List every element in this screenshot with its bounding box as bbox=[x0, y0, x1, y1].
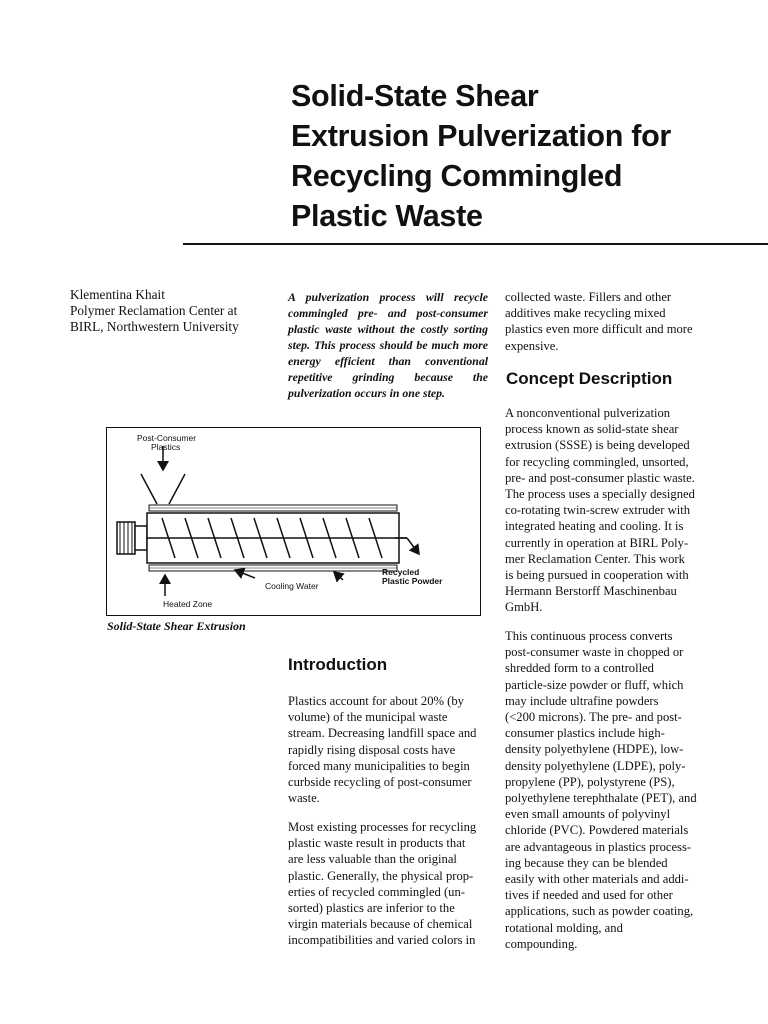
text-line: additives make recycling mixed bbox=[505, 306, 666, 321]
title-divider bbox=[183, 243, 768, 245]
label-post-consumer: Post-Consumer bbox=[137, 433, 197, 443]
text-line: GmbH. bbox=[505, 600, 543, 615]
text-line: compounding. bbox=[505, 936, 578, 951]
text-line: stream. Decreasing landfill space and bbox=[288, 726, 477, 741]
text-line: co-rotating twin-screw extruder with bbox=[505, 503, 690, 518]
concept-paragraph-1 bbox=[505, 405, 695, 616]
text-line: consumer plastics include high- bbox=[505, 726, 665, 741]
text-line: for recycling commingled, unsorted, bbox=[505, 454, 689, 469]
text-line: Plastics account for about 20% (by bbox=[288, 694, 464, 708]
text-line: integrated heating and cooling. It is bbox=[505, 519, 684, 534]
concept-paragraph-2 bbox=[505, 628, 697, 952]
label-plastic-powder: Plastic Powder bbox=[382, 576, 443, 586]
text-line: density polyethylene (LDPE), poly- bbox=[505, 758, 686, 773]
author-name: Klementina Khait bbox=[70, 287, 165, 302]
label-heated-zone: Heated Zone bbox=[163, 599, 213, 609]
label-plastics: Plastics bbox=[151, 442, 181, 452]
text-line: plastics even more difficult and more bbox=[505, 322, 693, 337]
coupling-shape bbox=[135, 526, 147, 550]
title-line: Extrusion Pulverization for bbox=[291, 119, 671, 153]
outlet-arrow bbox=[407, 538, 419, 554]
text-line: plastic. Generally, the physical prop- bbox=[288, 868, 474, 883]
continuation-paragraph bbox=[505, 289, 693, 354]
text-line: propylene (PP), polystyrene (PS), bbox=[505, 774, 675, 789]
text-line: polyethylene terephthalate (PET), and bbox=[505, 791, 697, 806]
text-line: plastic waste result in products that bbox=[288, 836, 466, 851]
title-line: Recycling Commingled bbox=[291, 159, 623, 193]
text-line: forced many municipalities to begin bbox=[288, 758, 470, 773]
text-line: may include ultrafine powders bbox=[505, 693, 659, 708]
text-line: is being pursued in cooperation with bbox=[505, 568, 689, 583]
text-line: easily with other materials and addi- bbox=[505, 872, 689, 887]
text-line: The process uses a specially designed bbox=[505, 487, 695, 502]
text-line: erties of recycled commingled (un- bbox=[288, 884, 465, 899]
text-line: incompatibilities and varied colors in bbox=[288, 933, 476, 948]
label-recycled: Recycled bbox=[382, 567, 420, 577]
text-line: tives if needed and used for other bbox=[505, 888, 673, 903]
concept-heading: Concept Description bbox=[506, 369, 673, 388]
text-line: process known as solid-state shear bbox=[505, 422, 679, 437]
text-line: extrusion (SSSE) is being developed bbox=[505, 438, 690, 453]
text-line: density polyethylene (HDPE), low- bbox=[505, 742, 684, 757]
figure-caption: Solid-State Shear Extrusion bbox=[107, 619, 246, 633]
text-line: mer Reclamation Center. This work bbox=[505, 551, 685, 566]
text-line: ing because they can be blended bbox=[505, 855, 668, 870]
text-line: applications, such as powder coating, bbox=[505, 904, 694, 919]
hopper-right-wall bbox=[169, 474, 185, 504]
text-line: virgin materials because of chemical bbox=[288, 917, 473, 932]
introduction-paragraph-1 bbox=[288, 693, 476, 806]
label-cooling-water: Cooling Water bbox=[265, 581, 319, 591]
article-title bbox=[291, 76, 751, 236]
text-line: (<200 microns). The pre- and post- bbox=[505, 710, 682, 725]
text-line: are advantageous in plastics process- bbox=[505, 839, 692, 854]
author-affiliation-line: BIRL, Northwestern University bbox=[70, 319, 239, 334]
text-line: sorted) plastics are inferior to the bbox=[288, 901, 455, 916]
introduction-paragraph-2 bbox=[288, 819, 476, 949]
text-line: post-consumer waste in chopped or bbox=[505, 645, 684, 660]
title-line: Plastic Waste bbox=[291, 199, 483, 233]
text-line: rapidly rising disposal costs have bbox=[288, 742, 456, 757]
text-line: rotational molding, and bbox=[505, 920, 623, 935]
abstract: A pulverization process will recycle commingled pre- and post-consumer plastic waste without the costly sorting step. This process should be much more energy efficient than conventional repetitive grinding because the pulverization occurs in one step. bbox=[288, 290, 488, 400]
text-line: currently in operation at BIRL Poly- bbox=[505, 535, 689, 550]
text-line: waste. bbox=[288, 791, 320, 806]
author-affiliation-line: Polymer Reclamation Center at bbox=[70, 303, 238, 318]
text-line: are less valuable than the original bbox=[288, 852, 457, 867]
text-line: This continuous process converts bbox=[505, 629, 673, 643]
text-line: A nonconventional pulverization bbox=[505, 406, 671, 420]
text-line: particle-size powder or fluff, which bbox=[505, 677, 684, 692]
text-line: collected waste. Fillers and other bbox=[505, 290, 672, 304]
text-line: expensive. bbox=[505, 338, 559, 353]
title-line: Solid-State Shear bbox=[291, 79, 539, 113]
text-line: chloride (PVC). Powdered materials bbox=[505, 823, 689, 838]
text-line: Hermann Berstorff Maschinenbau bbox=[505, 584, 677, 599]
extruder-figure bbox=[106, 427, 481, 616]
text-line: pre- and post-consumer plastic waste. bbox=[505, 470, 695, 485]
cooling-arrow-right bbox=[334, 572, 343, 580]
text-line: even small amounts of polyvinyl bbox=[505, 807, 671, 822]
text-line: curbside recycling of post-consumer bbox=[288, 775, 472, 790]
introduction-heading: Introduction bbox=[288, 655, 388, 674]
text-line: volume) of the municipal waste bbox=[288, 710, 448, 725]
hopper-left-wall bbox=[141, 474, 157, 504]
text-line: shredded form to a controlled bbox=[505, 661, 654, 676]
text-line: Most existing processes for recycling bbox=[288, 820, 477, 834]
author-block bbox=[70, 287, 270, 335]
